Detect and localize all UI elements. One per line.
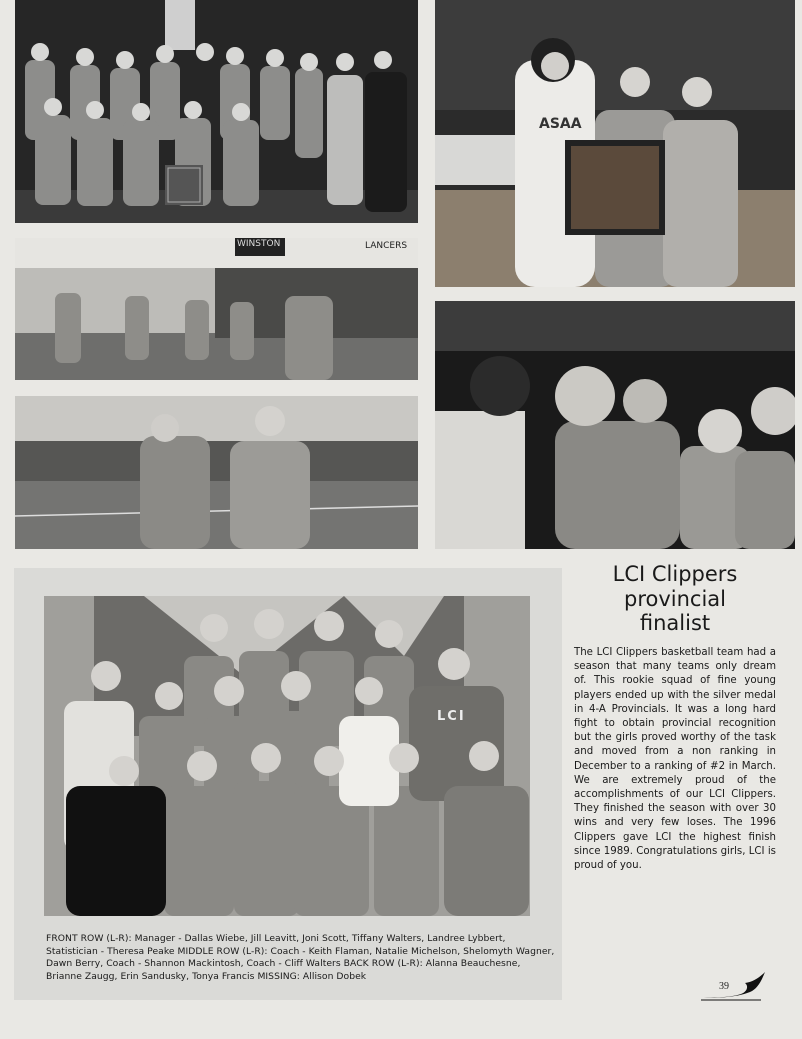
article-title-line-2: provincial — [623, 586, 726, 611]
article-title — [574, 562, 776, 636]
article-title-line-1: LCI Clippers — [612, 562, 738, 586]
lci-sweater-text: LCI — [437, 709, 466, 724]
wave-logo-icon — [695, 968, 767, 1002]
gym-sign-lancers: LANCERS — [365, 241, 408, 251]
celebration-photo — [435, 301, 795, 549]
article-title-line-3: finalist — [639, 611, 711, 635]
game-action-photo-1 — [15, 238, 418, 380]
team-medals-photo — [15, 0, 418, 223]
gym-sign-winston: WINSTON — [237, 239, 281, 249]
plaque-presentation-photo — [435, 0, 795, 287]
game-action-photo-2 — [15, 396, 418, 549]
team-photo-caption: FRONT ROW (L-R): Manager - Dallas Wiebe, Jill Leavitt, Joni Scott, Tiffany Walters, Landree Lybbert, Statistician - Theresa Peake MIDDLE ROW (L-R): Coach - Keith Flaman, Natalie Michelson, Shelomyth Wagner, Dawn Berry, Coach - Shannon Mackintosh, Coach - Cliff Walters BACK ROW (L-R): Alanna Beauchesne, Brianne Zaugg, Erin Sandusky, Tonya Francis MISSING: Allison Dobek — [46, 933, 555, 982]
asaa-banner-text: ASAA — [539, 116, 582, 132]
page-folio — [695, 968, 767, 1002]
team-portrait-photo — [44, 596, 530, 916]
article-body: The LCI Clippers basketball team had a season that many teams only dream of. This rookie squad of fine young players ended up with the silver medal in 4-A Provincials. It was a long hard fight to obtain provincial recognition but the girls proved worthy of the task and moved from a non ranking in December to a ranking of #2 in March. We are extremely proud of the accomplishments of our LCI Clippers. They finished the season with over 30 wins and very few loses. The 1996 Clippers gave LCI the highest finish since 1989. Congratulations girls, LCI is proud of you. — [574, 647, 776, 872]
page-number: 39 — [719, 981, 729, 992]
